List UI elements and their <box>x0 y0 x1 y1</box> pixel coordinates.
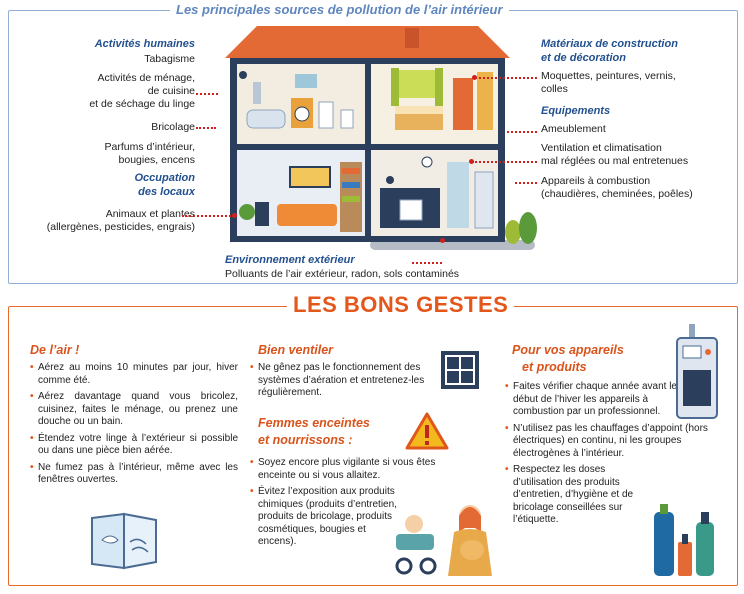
vent-icon <box>239 71 247 79</box>
pointer-moquettes-dot <box>472 75 477 80</box>
materiaux-title-2: et de décoration <box>541 52 626 64</box>
ventilation-label-2: mal réglées ou mal entretenues <box>541 155 689 167</box>
tree-1 <box>505 220 521 244</box>
bien-ventiler-title: Bien ventiler <box>258 343 334 357</box>
appareils-item: • Faites vérifier chaque année avant le début de l’hiver les appareils à combustion par un professionnel. <box>505 381 685 419</box>
animaux-label-2: (allergènes, pesticides, engrais) <box>46 221 195 233</box>
boiler <box>475 172 493 228</box>
sink <box>319 102 333 128</box>
kitchen-vent <box>386 176 394 184</box>
animaux-label-1: Animaux et plantes <box>105 208 195 220</box>
moquettes-label-2: colles <box>541 83 568 95</box>
vent-grille-icon <box>440 350 480 390</box>
open-window-icon <box>86 512 162 570</box>
menage-label-3: et de séchage du linge <box>89 98 195 110</box>
pointer-ventilation <box>472 161 537 163</box>
appareils-label-2: (chaudières, cheminées, poêles) <box>541 188 693 200</box>
cleaning-products-icon <box>650 502 718 578</box>
house-illustration <box>195 22 540 262</box>
closet <box>477 72 493 130</box>
femmes-title-1: Femmes enceintes <box>258 416 370 430</box>
bed-pillow <box>395 106 443 114</box>
occupation-title-2: des locaux <box>138 186 195 198</box>
appareils-item: • Respectez les doses d’utilisation des produits d’entretien, d’hygiène et de bricolage conseillées sur l’étiquette. <box>505 464 653 527</box>
roof <box>225 26 510 58</box>
environnement-title: Environnement extérieur <box>225 254 355 266</box>
books-2 <box>342 182 360 188</box>
pointer-animaux-dot <box>232 213 237 218</box>
window-bedroom <box>395 70 439 98</box>
de-l-air-item: • Aérez davantage quand vous bricolez, cuisinez, faites le ménage, ou prenez une douche ou un bain. <box>30 391 238 429</box>
pointer-moquettes <box>475 77 537 79</box>
femmes-title-2: et nourrissons : <box>258 433 353 447</box>
parfums-label-1: Parfums d’intérieur, <box>104 141 195 153</box>
parfums-label-2: bougies, encens <box>118 154 195 166</box>
fridge <box>447 162 469 228</box>
bien-ventiler-list <box>250 362 428 404</box>
chimney <box>405 28 419 48</box>
bricolage-label: Bricolage <box>151 121 195 133</box>
ameublement-label: Ameublement <box>541 123 606 135</box>
pointer-environnement <box>412 262 442 264</box>
pointer-environnement-dot <box>440 238 445 243</box>
de-l-air-list <box>30 362 238 491</box>
wall-painting <box>290 167 330 187</box>
sofa <box>277 204 337 226</box>
books-3 <box>342 196 360 202</box>
femmes-item: • Évitez l’exposition aux produits chimiques (produits d’entretien, produits de bricolage, produits cosmétiques, bougies et encens). <box>250 486 406 549</box>
washing-drum <box>295 107 309 121</box>
curtain-left <box>391 68 399 106</box>
pointer-menage <box>196 93 218 95</box>
bed <box>395 112 443 130</box>
oven <box>400 200 422 220</box>
environnement-label: Polluants de l’air extérieur, radon, sols contaminés <box>225 268 460 280</box>
menage-label-1: Activités de ménage, <box>97 72 195 84</box>
appareils-title-2: et produits <box>522 360 587 374</box>
armchair <box>255 202 269 226</box>
de-l-air-item: • Étendez votre linge à l’extérieur si possible ou dans une pièce bien aérée. <box>30 433 238 458</box>
pollution-sources-title: Les principales sources de pollution de l’air intérieur <box>170 2 509 17</box>
materiaux-title-1: Matériaux de construction <box>541 38 678 50</box>
shower <box>253 82 261 104</box>
tree-2 <box>519 212 537 244</box>
wardrobe <box>453 78 473 130</box>
plant <box>239 204 255 220</box>
clock <box>422 157 432 167</box>
bathroom-mirror <box>295 74 317 88</box>
de-l-air-item: • Aérez au moins 10 minutes par jour, hiver comme été. <box>30 362 238 387</box>
pointer-ventilation-dot <box>469 159 474 164</box>
bathtub <box>247 110 285 128</box>
appareils-title-1: Pour vos appareils <box>512 343 624 357</box>
de-l-air-title: De l’air ! <box>30 343 80 357</box>
tabagisme-label: Tabagisme <box>144 53 195 65</box>
bons-gestes-title: LES BONS GESTES <box>287 292 514 318</box>
mother-baby-icon <box>392 500 502 578</box>
appareils-item: • N’utilisez pas les chauffages d’appoint (hors électriques) en continu, ni les groupes électrogènes à l’intérieur. <box>505 423 713 461</box>
boiler-icon <box>674 324 720 422</box>
femmes-item: • Soyez encore plus vigilante si vous êtes enceinte ou si vous allaitez. <box>250 457 472 482</box>
toilet <box>341 110 353 128</box>
curtain-right <box>435 68 443 106</box>
stroller <box>396 534 434 550</box>
appareils-label-1: Appareils à combustion <box>541 175 651 187</box>
ventilation-label-1: Ventilation et climatisation <box>541 142 662 154</box>
de-l-air-item: • Ne fumez pas à l’intérieur, même avec les fenêtres ouvertes. <box>30 462 238 487</box>
pointer-appareils <box>515 182 537 184</box>
pointer-animaux <box>182 215 234 217</box>
bien-ventiler-item: • Ne gênez pas le fonctionnement des systèmes d’aération et entretenez-les régulièrement. <box>250 362 428 400</box>
menage-label-2: de cuisine <box>147 85 195 97</box>
pointer-bricolage <box>196 127 216 129</box>
baby-head <box>405 515 423 533</box>
equipements-title: Equipements <box>541 105 611 117</box>
occupation-title-1: Occupation <box>134 172 195 184</box>
moquettes-label-1: Moquettes, peintures, vernis, <box>541 70 676 82</box>
activites-humaines-title: Activités humaines <box>94 38 195 50</box>
warning-icon <box>405 412 449 450</box>
pointer-ameublement <box>507 131 537 133</box>
books-1 <box>342 168 360 174</box>
